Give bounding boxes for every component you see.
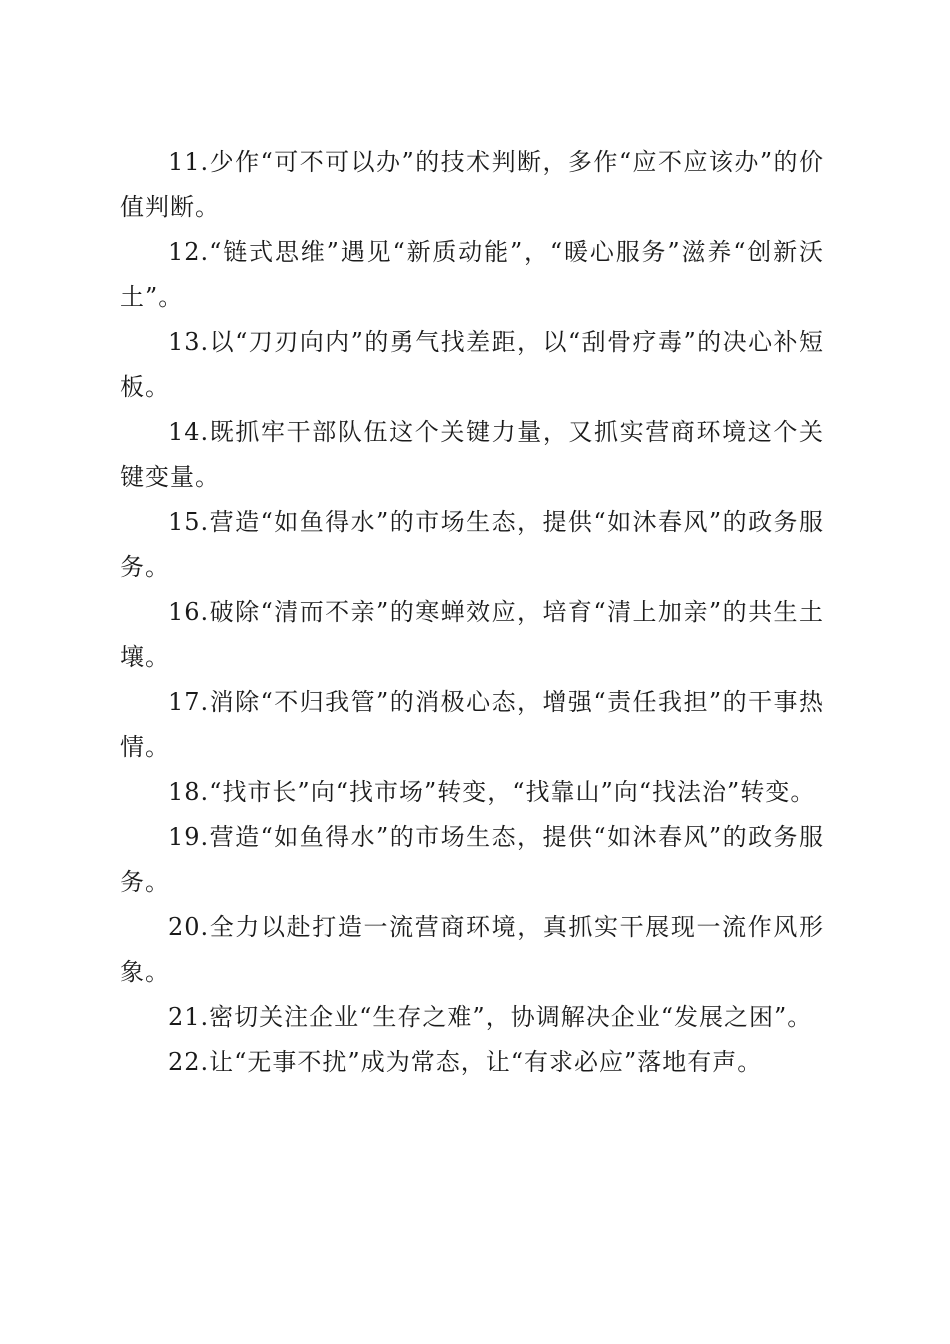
paragraph-12: 12.“链式思维”遇见“新质动能”，“暖心服务”滋养“创新沃土”。: [120, 238, 824, 311]
paragraph-13: 13.以“刀刃向内”的勇气找差距，以“刮骨疗毒”的决心补短板。: [120, 328, 824, 401]
paragraph-17: 17.消除“不归我管”的消极心态，增强“责任我担”的干事热情。: [120, 688, 824, 761]
paragraph-18: 18.“找市长”向“找市场”转变，“找靠山”向“找法治”转变。: [168, 778, 816, 806]
paragraph-20: 20.全力以赴打造一流营商环境，真抓实干展现一流作风形象。: [120, 913, 824, 986]
document-body: [120, 140, 824, 1085]
paragraph-11: 11.少作“可不可以办”的技术判断，多作“应不应该办”的价值判断。: [120, 148, 824, 221]
paragraph-21: 21.密切关注企业“生存之难”，协调解决企业“发展之困”。: [168, 1003, 813, 1031]
paragraph-16: 16.破除“清而不亲”的寒蝉效应，培育“清上加亲”的共生土壤。: [120, 598, 824, 671]
paragraph-19: 19.营造“如鱼得水”的市场生态，提供“如沐春风”的政务服务。: [120, 823, 824, 896]
paragraph-15: 15.营造“如鱼得水”的市场生态，提供“如沐春风”的政务服务。: [120, 508, 824, 581]
paragraph-14: 14.既抓牢干部队伍这个关键力量，又抓实营商环境这个关键变量。: [120, 418, 824, 491]
paragraph-22: 22.让“无事不扰”成为常态，让“有求必应”落地有声。: [168, 1048, 763, 1076]
